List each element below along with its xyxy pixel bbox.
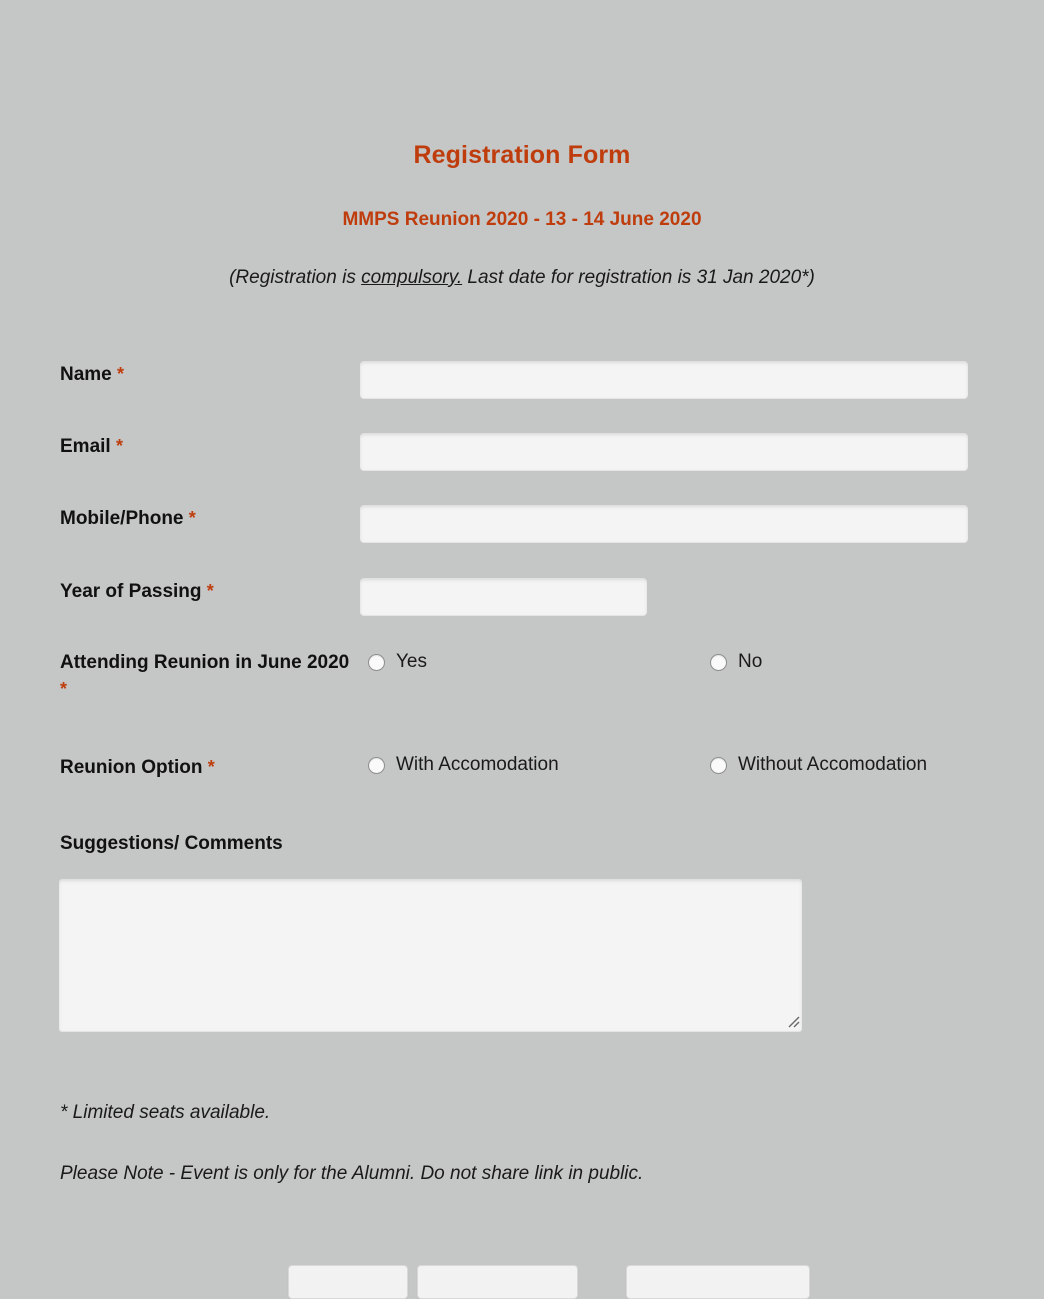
event-subtitle: MMPS Reunion 2020 - 13 - 14 June 2020 bbox=[342, 209, 702, 230]
phone-label-text: Mobile/Phone bbox=[60, 508, 184, 529]
year-of-passing-label-text: Year of Passing bbox=[60, 581, 202, 602]
note-underlined-text: compulsory. bbox=[361, 267, 463, 288]
name-required-marker: * bbox=[117, 364, 125, 384]
attending-option-yes[interactable] bbox=[368, 651, 427, 673]
attending-option-yes-label: Yes bbox=[396, 651, 427, 672]
reunion-option-with-accomodation-label: With Accomodation bbox=[396, 754, 559, 775]
reunion-option-without-accomodation-label: Without Accomodation bbox=[738, 754, 928, 775]
name-input[interactable] bbox=[360, 361, 968, 398]
field-row-phone bbox=[0, 505, 1044, 553]
name-label bbox=[60, 361, 360, 388]
alumni-only-note: Please Note - Event is only for the Alumni. Do not share link in public. bbox=[60, 1163, 644, 1184]
name-label-text: Name bbox=[60, 364, 112, 385]
field-row-attending bbox=[0, 650, 1044, 710]
email-label bbox=[60, 433, 360, 460]
suggestions-textarea[interactable] bbox=[59, 879, 802, 1031]
field-row-name bbox=[0, 361, 1044, 409]
form-button-1[interactable] bbox=[288, 1265, 408, 1299]
limited-seats-note: * Limited seats available. bbox=[60, 1102, 271, 1123]
attending-required-marker: * bbox=[60, 679, 68, 699]
suggestions-label bbox=[60, 833, 283, 855]
year-of-passing-required-marker: * bbox=[206, 581, 214, 601]
reunion-option-label bbox=[60, 754, 360, 781]
note-prefix: (Registration is bbox=[229, 267, 362, 288]
radio-circle-icon[interactable] bbox=[368, 757, 385, 774]
field-row-email bbox=[0, 433, 1044, 481]
reunion-option-required-marker: * bbox=[207, 757, 215, 777]
field-row-year-of-passing bbox=[0, 578, 1044, 626]
radio-circle-icon[interactable] bbox=[710, 757, 727, 774]
form-button-2[interactable] bbox=[417, 1265, 578, 1299]
suggestions-label-text: Suggestions/ Comments bbox=[60, 833, 283, 854]
attending-label bbox=[60, 650, 360, 703]
year-of-passing-label bbox=[60, 578, 360, 605]
reunion-option-with-accomodation[interactable] bbox=[368, 754, 559, 776]
email-label-text: Email bbox=[60, 436, 111, 457]
field-row-reunion-option bbox=[0, 754, 1044, 794]
phone-required-marker: * bbox=[188, 508, 196, 528]
note-suffix: Last date for registration is 31 Jan 2020*) bbox=[462, 267, 815, 288]
radio-circle-icon[interactable] bbox=[368, 654, 385, 671]
year-of-passing-input[interactable] bbox=[360, 578, 647, 615]
registration-note bbox=[0, 267, 1044, 289]
email-input[interactable] bbox=[360, 433, 968, 470]
reunion-option-without-accomodation[interactable] bbox=[710, 754, 927, 776]
reunion-option-label-text: Reunion Option bbox=[60, 757, 203, 778]
phone-input[interactable] bbox=[360, 505, 968, 542]
page-title: Registration Form bbox=[413, 141, 631, 169]
attending-option-no[interactable] bbox=[710, 651, 762, 673]
radio-circle-icon[interactable] bbox=[710, 654, 727, 671]
phone-label bbox=[60, 505, 360, 532]
attending-option-no-label: No bbox=[738, 651, 763, 672]
form-button-3[interactable] bbox=[626, 1265, 810, 1299]
attending-label-text: Attending Reunion in June 2020 bbox=[60, 652, 350, 673]
email-required-marker: * bbox=[115, 436, 123, 456]
